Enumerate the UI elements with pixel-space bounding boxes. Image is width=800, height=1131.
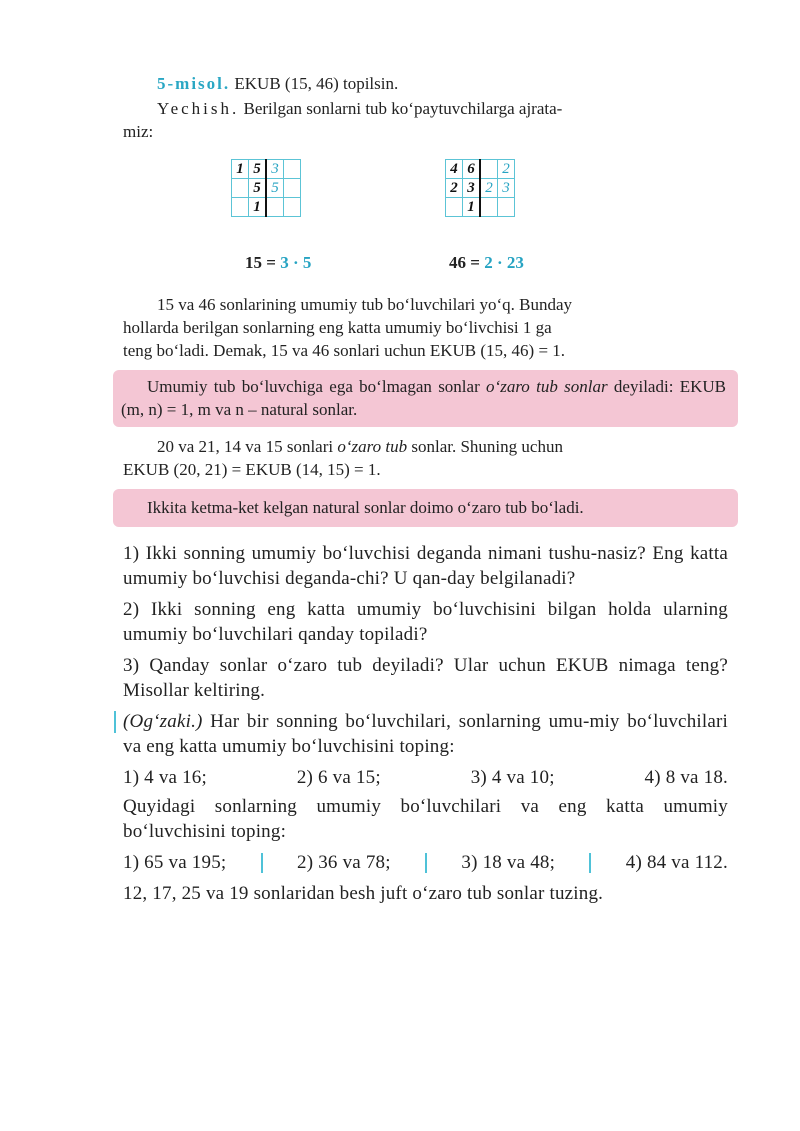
grid-cell [232,198,249,217]
grid-cell: 1 [249,198,267,217]
grid-cell: 3 [266,160,284,179]
solution-text-1: Berilgan sonlarni tub koʻpaytuvchilarga ajrata- [243,99,563,118]
equation-15: 15 = 3 · 5 [245,253,312,272]
grid-cell: 2 [480,179,498,198]
example-title: EKUB (15, 46) topilsin. [234,74,399,93]
grid-cell [232,179,249,198]
divider [425,853,427,873]
example-heading [157,72,728,95]
grid-cell [498,198,515,217]
exercise-marker [114,711,116,733]
grid-cell [446,198,463,217]
divider [261,853,263,873]
rule-box: Ikkita ketma-ket kelgan natural sonlar doimo oʻzaro tub boʻladi. [113,489,738,527]
grid-cell: 6 [463,160,481,179]
grid-cell [284,160,301,179]
factor-grid-46 [445,159,515,217]
equation-46: 46 = 2 · 23 [449,253,524,272]
grid-cell: 5 [266,179,284,198]
questions [123,541,728,703]
question-1: 1) Ikki sonning umumiy boʻluvchisi deganda nimani tushu-nasiz? Eng katta umumiy boʻluvchisi deganda-chi? U qan-day belgilanadi? [123,543,728,589]
paragraph-2: 20 va 21, 14 va 15 sonlari oʻzaro tub sonlar. Shuning uchun EKUB (20, 21) = EKUB (14, 15) = 1. [123,437,563,479]
grid-cell [284,198,301,217]
grid-row [446,179,515,198]
grid-cell: 3 [498,179,515,198]
example-label: 5-misol. [157,74,231,93]
exercise-3: 12, 17, 25 va 19 sonlaridan besh juft oʻzaro tub sonlar tuzing. [123,883,604,904]
grid-cell [480,160,498,179]
grid-cell: 3 [463,179,481,198]
question-2: 2) Ikki sonning eng katta umumiy boʻluvchisini bilgan holda ularning umumiy boʻluvchilari qanday topiladi? [123,599,728,645]
question-3: 3) Qanday sonlar oʻzaro tub deyiladi? Ular uchun EKUB nimaga teng? Misollar keltiring. [123,655,728,701]
grid-row [446,160,515,179]
divider [589,853,591,873]
paragraph-1: 15 va 46 sonlarining umumiy tub boʻluvchilari yoʻq. Bunday hollarda berilgan sonlarning eng katta umumiy boʻlivchisi 1 ga teng boʻladi. Demak, 15 va 46 sonlari uchun EKUB (15, 46) = 1. [123,295,573,360]
exercise-1-items: 1) 4 va 16; 2) 6 va 15; 3) 4 va 10; 4) 8 va 18. [123,767,728,788]
exercise-2-items: 1) 65 va 195; 2) 36 va 78; 3) 18 va 48; 4) 84 va 112. [123,852,728,873]
grid-cell: 2 [446,179,463,198]
grid-cell: 4 [446,160,463,179]
grid-row [232,160,301,179]
grid-row [232,198,301,217]
grid-cell: 2 [498,160,515,179]
grid-cell: 5 [249,179,267,198]
definition-box: Umumiy tub boʻluvchiga ega boʻlmagan sonlar oʻzaro tub sonlar deyiladi: EKUB (m, n) = 1, m va n – natural sonlar. [113,370,738,427]
factor-grid-15 [231,159,301,217]
exercise-2: Quyidagi sonlarning umumiy boʻluvchilari va eng katta umumiy boʻluvchisini toping: 1) 65 va 195; 2) 36 va 78; 3) 18 va 48; 4) 84 va 112. [123,796,728,873]
grid-row [232,179,301,198]
solution-label: Yechish. [157,99,240,118]
solution-text-2: miz: [123,122,154,141]
grid-cell [284,179,301,198]
grid-cell: 1 [463,198,481,217]
grid-row [446,198,515,217]
grid-cell [266,198,284,217]
solution-paragraph [157,97,728,120]
factorization-area [123,143,728,293]
grid-cell [480,198,498,217]
exercise-1: (Ogʻzaki.) Har bir sonning boʻluvchilari, sonlarning umu-miy boʻluvchilari va eng katta umumiy boʻluvchisini toping: 1) 4 va 16; 2) 6 va 15; 3) 4 va 10; 4) 8 va 18. [123,709,728,790]
textbook-page [123,72,728,906]
grid-cell: 5 [249,160,267,179]
grid-cell: 1 [232,160,249,179]
